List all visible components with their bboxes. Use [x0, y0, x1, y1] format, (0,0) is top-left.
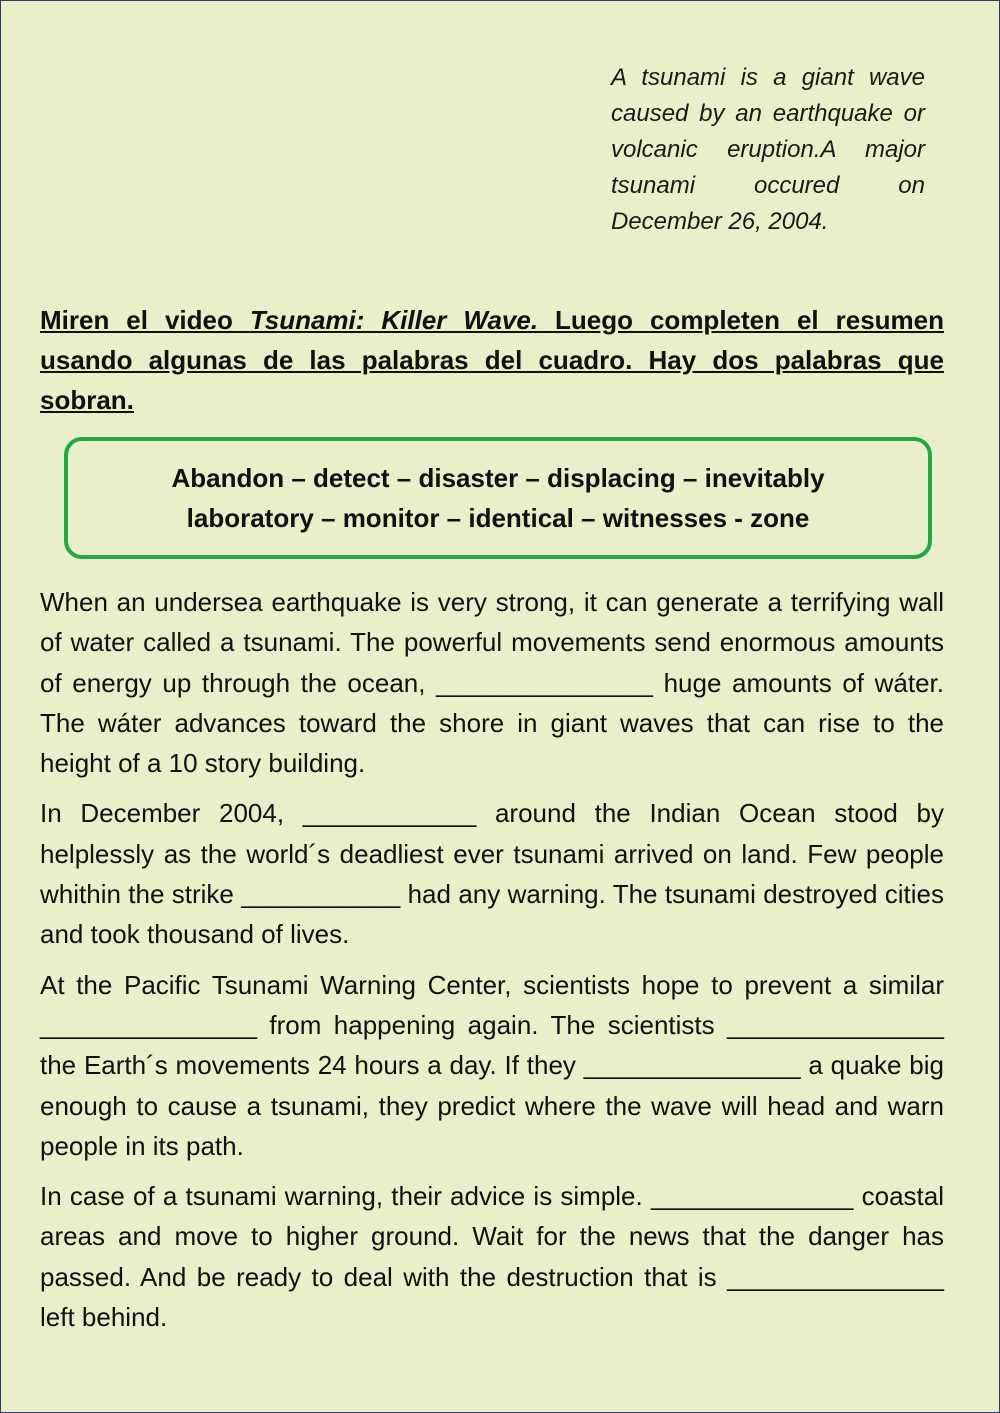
intro-text: A tsunami is a giant wave caused by an earthquake or volcanic eruption.A major tsunami occured on December 26, 2004. — [611, 64, 925, 235]
p1-text-1: When an undersea earthquake is very strong, it can generate a terrifying wall of water called a tsunami. The powerful movements send enormous amounts of energy up through the ocean, — [40, 587, 944, 698]
p3-text-2: from happening again. The scientists — [256, 1009, 728, 1040]
blank-2: ____________ — [302, 798, 477, 829]
p4-text-3: left behind. — [40, 1302, 168, 1333]
video-title: Tsunami: Killer Wave. — [249, 305, 539, 335]
paragraph-2 — [40, 793, 944, 954]
paragraph-1 — [40, 582, 944, 783]
paragraph-4 — [40, 1176, 944, 1337]
p3-text-1: At the Pacific Tsunami Warning Center, scientists hope to prevent a similar — [40, 969, 944, 1000]
word-bank-box — [64, 437, 932, 559]
passage — [40, 582, 944, 1347]
blank-5: _______________ — [727, 1009, 944, 1040]
p2-text-2: around the Indian Ocean stood by helplessly as the world´s deadliest ever tsunami arrived on land. Few people whithin the strike — [40, 798, 945, 910]
blank-8: _______________ — [727, 1261, 944, 1292]
instructions-part2: Luego completen el resumen usando algunas de las palabras del cuadro. Hay dos palabras que sobran. — [40, 305, 944, 415]
p1-text-2: huge amounts of wáter. The wáter advances toward the shore in giant waves that can rise to the height of a 10 story building. — [40, 667, 944, 779]
word-bank-line-2: laboratory – monitor – identical – witnesses - zone — [186, 503, 810, 533]
p2-text-1: In December 2004, — [40, 798, 303, 829]
blank-4: _______________ — [40, 1009, 257, 1040]
instructions — [40, 300, 944, 420]
p3-text-4: a quake big enough to cause a tsunami, they predict where the wave will head and warn people in its path. — [40, 1050, 945, 1161]
paragraph-3 — [40, 965, 944, 1166]
word-bank-line-1: Abandon – detect – disaster – displacing – inevitably — [171, 463, 825, 493]
instructions-part1: Miren el video — [40, 305, 250, 335]
blank-6: _______________ — [583, 1050, 801, 1081]
blank-1: _______________ — [436, 667, 653, 698]
p4-text-2: coastal areas and move to higher ground. Wait for the news that the danger has passed. And be ready to deal with the destruction that is — [40, 1181, 944, 1292]
p4-text-1: In case of a tsunami warning, their advice is simple. — [40, 1181, 651, 1212]
blank-7: ______________ — [650, 1181, 854, 1212]
p3-text-3: the Earth´s movements 24 hours a day. If they — [40, 1050, 584, 1081]
blank-3: ___________ — [241, 879, 401, 910]
p2-text-3: had any warning. The tsunami destroyed cities and took thousand of lives. — [40, 879, 944, 950]
